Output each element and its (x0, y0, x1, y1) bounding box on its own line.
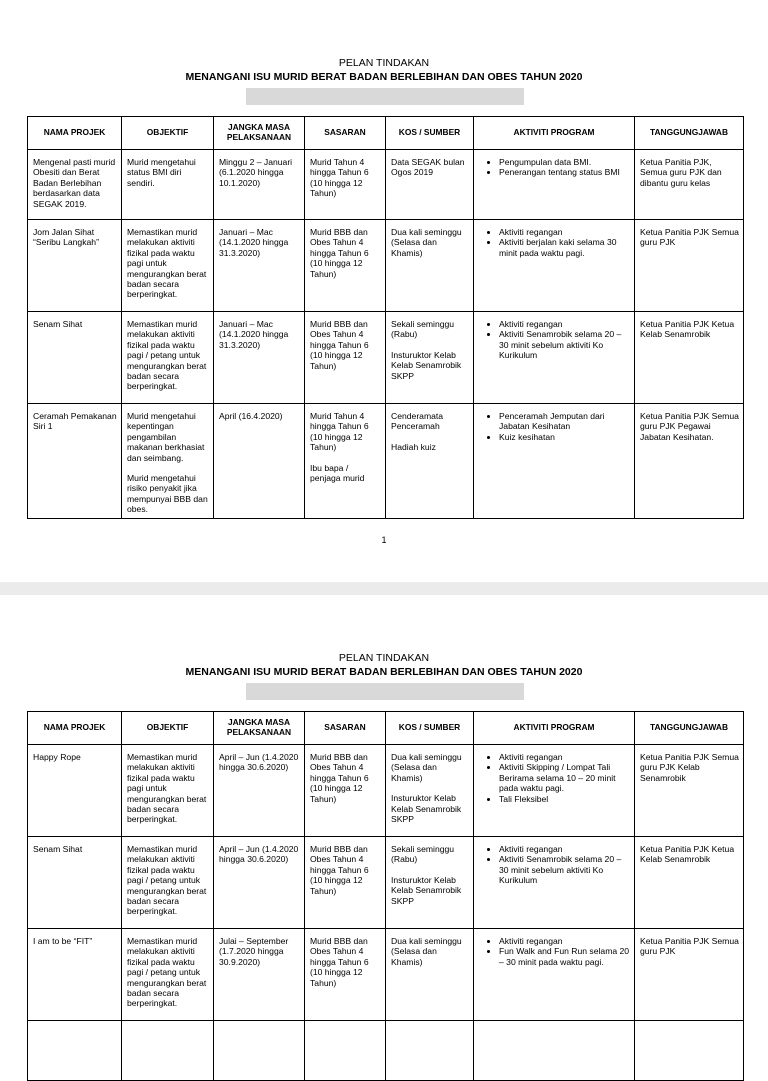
cell-paragraph: I am to be “FIT” (33, 936, 93, 946)
cell-paragraph: Murid mengetahui kepentingan pengambilan makanan berkhasiat dan seimbang. (127, 411, 205, 463)
list-item: • Aktiviti regangan (499, 936, 630, 946)
list-item: • Pengumpulan data BMI. (499, 157, 630, 167)
cell-objektif (122, 150, 214, 220)
cell-sasaran (305, 220, 386, 312)
activity-list (479, 319, 630, 361)
cell-nama-projek (28, 929, 122, 1021)
cell-kos-sumber (386, 312, 474, 404)
cell-jangka-masa (214, 312, 305, 404)
cell-paragraph: Ketua Panitia PJK Semua guru PJK (640, 227, 739, 248)
cell-paragraph: Januari – Mac (14.1.2020 hingga 31.3.2020) (219, 319, 289, 350)
cell-paragraph: April – Jun (1.4.2020 hingga 30.6.2020) (219, 844, 299, 865)
col-header-sasaran: SASARAN (305, 712, 386, 745)
cell-paragraph: April – Jun (1.4.2020 hingga 30.6.2020) (219, 752, 299, 773)
plan-title: PELAN TINDAKAN (338, 652, 430, 664)
cell-paragraph: Memastikan murid melakukan aktiviti fizikal pada waktu pagi / petang untuk mengurangkan berat badan secara berperingkat. (127, 319, 207, 392)
cell-aktiviti-program (474, 837, 635, 929)
table-row (28, 745, 744, 837)
cell-paragraph: Murid Tahun 4 hingga Tahun 6 (10 hingga 12 Tahun) (310, 157, 369, 199)
activity-list (479, 227, 630, 258)
cell-paragraph: Murid BBB dan Obes Tahun 4 hingga Tahun 6 (10 hingga 12 Tahun) (310, 936, 369, 988)
cell-objektif (122, 220, 214, 312)
cell-tanggungjawab (635, 929, 744, 1021)
cell-nama-projek (28, 404, 122, 519)
cell-paragraph: Ketua Panitia PJK Ketua Kelab Senamrobik (640, 844, 735, 865)
cell-paragraph: Sekali seminggu (Rabu) (391, 319, 455, 340)
cell-nama-projek (28, 312, 122, 404)
activity-list (479, 936, 630, 967)
list-item: • Fun Walk and Fun Run selama 20 – 30 minit pada waktu pagi. (499, 946, 630, 967)
cell-paragraph: Murid mengetahui risiko penyakit jika mempunyai BBB dan obes. (127, 473, 208, 515)
cell-sasaran (305, 745, 386, 837)
table-row (28, 1021, 744, 1081)
cell-paragraph: Mengenal pasti murid Obesiti dan Berat Badan Berlebihan berdasarkan data SEGAK 2019. (33, 157, 116, 209)
cell-paragraph: Memastikan murid melakukan aktiviti fizikal pada waktu pagi / petang untuk mengurangkan berat badan secara berperingkat. (127, 936, 207, 1009)
col-header-kos-sumber: KOS / SUMBER (386, 712, 474, 745)
cell-paragraph: Minggu 2 – Januari (6.1.2020 hingga 10.1.2020) (219, 157, 293, 188)
table-body (28, 150, 744, 519)
cell-aktiviti-program (474, 929, 635, 1021)
cell-kos-sumber (386, 837, 474, 929)
cell-paragraph: Julai – September (1.7.2020 hingga 30.9.2020) (219, 936, 289, 967)
activity-list (479, 157, 630, 178)
cell-tanggungjawab (635, 150, 744, 220)
cell-objektif (122, 312, 214, 404)
col-header-jangka-masa: JANGKA MASA PELAKSANAAN (214, 712, 305, 745)
col-header-objektif: OBJEKTIF (122, 712, 214, 745)
col-header-jangka-masa: JANGKA MASA PELAKSANAAN (214, 117, 305, 150)
table-header-row (28, 712, 744, 745)
cell-objektif (122, 745, 214, 837)
plan-subtitle: MENANGANI ISU MURID BERAT BADAN BERLEBIHAN DAN OBES TAHUN 2020 (185, 71, 583, 83)
cell-paragraph: Murid BBB dan Obes Tahun 4 hingga Tahun 6 (10 hingga 12 Tahun) (310, 227, 369, 279)
cell-nama-projek (28, 745, 122, 837)
cell-paragraph: Ketua Panitia PJK Semua guru PJK Kelab Senamrobik (640, 752, 739, 783)
cell-kos-sumber (386, 150, 474, 220)
cell-paragraph: Murid BBB dan Obes Tahun 4 hingga Tahun 6 (10 hingga 12 Tahun) (310, 752, 369, 804)
table-header-row (28, 117, 744, 150)
list-item: • Aktiviti regangan (499, 227, 630, 237)
cell-jangka-masa (214, 404, 305, 519)
col-header-nama-projek: NAMA PROJEK (28, 712, 122, 745)
list-item: • Aktiviti Senamrobik selama 20 – 30 minit sebelum aktiviti Ko Kurikulum (499, 329, 630, 360)
cell-paragraph: Dua kali seminggu (Selasa dan Khamis) (391, 227, 462, 258)
col-header-nama-projek: NAMA PROJEK (28, 117, 122, 150)
list-item: • Aktiviti Skipping / Lompat Tali Berirama selama 10 – 20 minit pada waktu pagi. (499, 762, 630, 793)
highlight-bar (246, 683, 524, 700)
cell-sasaran (305, 150, 386, 220)
list-item: • Penceramah Jemputan dari Jabatan Kesihatan (499, 411, 630, 432)
cell-sasaran (305, 404, 386, 519)
cell-paragraph: April (16.4.2020) (219, 411, 283, 421)
cell-paragraph: Jom Jalan Sihat “Seribu Langkah” (33, 227, 99, 248)
cell-paragraph: Murid mengetahui status BMI diri sendiri. (127, 157, 196, 188)
cell-paragraph: Ketua Panitia PJK Semua guru PJK (640, 936, 739, 957)
list-item: • Aktiviti berjalan kaki selama 30 minit pada waktu pagi. (499, 237, 630, 258)
cell-nama-projek (28, 220, 122, 312)
page-gap (0, 582, 768, 595)
table-row (28, 929, 744, 1021)
cell-paragraph: Januari – Mac (14.1.2020 hingga 31.3.2020) (219, 227, 289, 258)
list-item: • Kuiz kesihatan (499, 432, 630, 442)
cell-paragraph: Sekali seminggu (Rabu) (391, 844, 455, 865)
cell-aktiviti-program (474, 745, 635, 837)
cell-tanggungjawab (635, 1021, 744, 1081)
action-plan-table (27, 711, 744, 1081)
plan-subtitle: MENANGANI ISU MURID BERAT BADAN BERLEBIHAN DAN OBES TAHUN 2020 (185, 666, 583, 678)
col-header-tanggungjawab: TANGGUNGJAWAB (635, 117, 744, 150)
col-header-tanggungjawab: TANGGUNGJAWAB (635, 712, 744, 745)
cell-aktiviti-program (474, 150, 635, 220)
action-plan-table (27, 116, 744, 519)
cell-nama-projek (28, 1021, 122, 1081)
cell-paragraph: Murid BBB dan Obes Tahun 4 hingga Tahun 6 (10 hingga 12 Tahun) (310, 844, 369, 896)
cell-sasaran (305, 929, 386, 1021)
table-row (28, 404, 744, 519)
cell-tanggungjawab (635, 312, 744, 404)
cell-jangka-masa (214, 745, 305, 837)
cell-jangka-masa (214, 220, 305, 312)
cell-paragraph: Cenderamata Penceramah (391, 411, 444, 432)
col-header-aktiviti-program: AKTIVITI PROGRAM (474, 712, 635, 745)
cell-paragraph: Insturuktor Kelab Kelab Senamrobik SKPP (391, 793, 462, 825)
cell-nama-projek (28, 150, 122, 220)
cell-paragraph: Murid BBB dan Obes Tahun 4 hingga Tahun 6 (10 hingga 12 Tahun) (310, 319, 369, 371)
page-number: 1 (381, 535, 387, 545)
cell-tanggungjawab (635, 404, 744, 519)
col-header-aktiviti-program: AKTIVITI PROGRAM (474, 117, 635, 150)
list-item: • Aktiviti Senamrobik selama 20 – 30 minit sebelum aktiviti Ko Kurikulum (499, 854, 630, 885)
cell-paragraph: Data SEGAK bulan Ogos 2019 (391, 157, 465, 178)
cell-tanggungjawab (635, 837, 744, 929)
table-row (28, 220, 744, 312)
highlight-bar (246, 88, 524, 105)
document-page-2 (0, 595, 768, 1024)
cell-paragraph: Senam Sihat (33, 844, 83, 854)
cell-paragraph: Dua kali seminggu (Selasa dan Khamis) (391, 936, 462, 967)
cell-objektif (122, 1021, 214, 1081)
cell-paragraph: Memastikan murid melakukan aktiviti fizikal pada waktu pagi untuk mengurangkan berat badan secara berperingkat. (127, 227, 207, 300)
cell-objektif (122, 837, 214, 929)
cell-kos-sumber (386, 929, 474, 1021)
col-header-objektif: OBJEKTIF (122, 117, 214, 150)
cell-kos-sumber (386, 745, 474, 837)
cell-jangka-masa (214, 929, 305, 1021)
plan-title: PELAN TINDAKAN (338, 57, 430, 69)
cell-aktiviti-program (474, 404, 635, 519)
cell-kos-sumber (386, 1021, 474, 1081)
table-row (28, 837, 744, 929)
cell-paragraph: Memastikan murid melakukan aktiviti fizikal pada waktu pagi untuk mengurangkan berat badan secara berperingkat. (127, 752, 207, 825)
cell-jangka-masa (214, 1021, 305, 1081)
list-item: • Aktiviti regangan (499, 319, 630, 329)
cell-paragraph: Insturuktor Kelab Kelab Senamrobik SKPP (391, 349, 462, 381)
cell-paragraph: Ketua Panitia PJK, Semua guru PJK dan dibantu guru kelas (640, 157, 722, 188)
cell-sasaran (305, 837, 386, 929)
cell-paragraph: Ketua Panitia PJK Semua guru PJK Pegawai Jabatan Kesihatan. (640, 411, 739, 442)
activity-list (479, 844, 630, 886)
cell-aktiviti-program (474, 312, 635, 404)
cell-jangka-masa (214, 837, 305, 929)
list-item: • Tali Fleksibel (499, 794, 630, 804)
col-header-kos-sumber: KOS / SUMBER (386, 117, 474, 150)
cell-paragraph: Ketua Panitia PJK Ketua Kelab Senamrobik (640, 319, 735, 340)
cell-paragraph: Ceramah Pemakanan Siri 1 (33, 411, 117, 432)
cell-sasaran (305, 1021, 386, 1081)
cell-tanggungjawab (635, 745, 744, 837)
cell-sasaran (305, 312, 386, 404)
cell-paragraph: Happy Rope (33, 752, 81, 762)
col-header-sasaran: SASARAN (305, 117, 386, 150)
cell-objektif (122, 929, 214, 1021)
cell-paragraph: Ibu bapa / penjaga murid (310, 462, 365, 484)
cell-aktiviti-program (474, 220, 635, 312)
table-row (28, 312, 744, 404)
cell-paragraph: Insturuktor Kelab Kelab Senamrobik SKPP (391, 874, 462, 906)
table-row (28, 150, 744, 220)
cell-tanggungjawab (635, 220, 744, 312)
cell-paragraph: Murid Tahun 4 hingga Tahun 6 (10 hingga 12 Tahun) (310, 411, 369, 453)
cell-nama-projek (28, 837, 122, 929)
cell-paragraph: Senam Sihat (33, 319, 83, 329)
list-item: • Aktiviti regangan (499, 844, 630, 854)
cell-jangka-masa (214, 150, 305, 220)
cell-paragraph: Hadiah kuiz (391, 441, 436, 452)
activity-list (479, 752, 630, 804)
table-body (28, 745, 744, 1081)
cell-paragraph: Memastikan murid melakukan aktiviti fizikal pada waktu pagi / petang untuk mengurangkan berat badan secara berperingkat. (127, 844, 207, 917)
activity-list (479, 411, 630, 442)
cell-kos-sumber (386, 220, 474, 312)
cell-paragraph: Dua kali seminggu (Selasa dan Khamis) (391, 752, 462, 783)
cell-kos-sumber (386, 404, 474, 519)
cell-aktiviti-program (474, 1021, 635, 1081)
list-item: • Aktiviti regangan (499, 752, 630, 762)
cell-objektif (122, 404, 214, 519)
list-item: • Penerangan tentang status BMI (499, 167, 630, 177)
